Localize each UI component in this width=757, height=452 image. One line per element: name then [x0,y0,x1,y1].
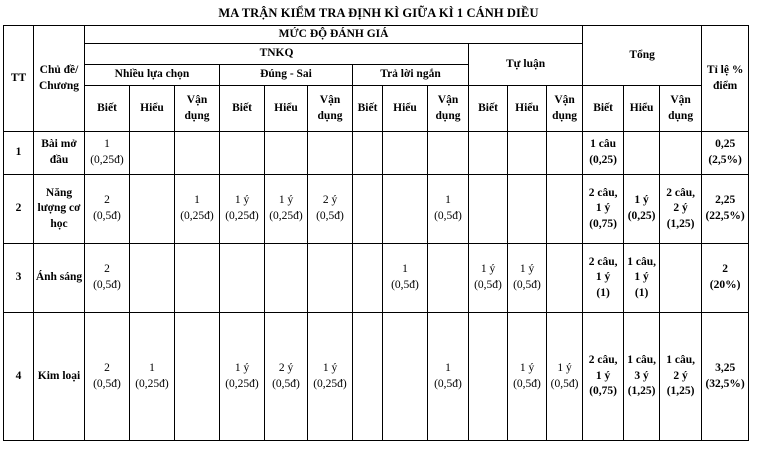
header-tt: TT [4,26,34,132]
matrix-cell [85,132,130,175]
cell-line: 1 ý [634,194,649,207]
matrix-cell [547,175,583,244]
matrix-cell [130,313,175,441]
row-number: 4 [4,313,34,441]
matrix-cell [469,313,508,441]
cell-line: (0,25đ) [225,210,259,222]
header-ratio: Tỉ lệ % điểm [702,26,749,132]
cell-line: (0,5đ) [434,210,462,222]
matrix-cell [308,244,353,313]
table-row [4,313,749,441]
header-level-vandung: Vận dụng [547,86,583,132]
cell-line: 1 câu, [627,255,656,268]
header-level-vandung: Vận dụng [428,86,469,132]
header-level-biet: Biết [583,86,624,132]
total-cell [624,244,660,313]
matrix-cell [130,175,175,244]
matrix-cell [428,244,469,313]
header-tnkq: TNKQ [85,44,469,65]
cell-line: (0,5đ) [93,210,121,222]
matrix-cell [85,175,130,244]
cell-line: 1 câu, [666,354,695,367]
cell-line: 2 ý [278,361,294,374]
header-level-biet: Biết [220,86,265,132]
total-cell [660,175,702,244]
matrix-cell [353,313,383,441]
cell-line: (32,5%) [705,377,745,390]
matrix-cell [220,132,265,175]
header-level-biet: Biết [469,86,508,132]
cell-line: (0,25đ) [90,154,124,166]
cell-line: (0,25đ) [225,377,259,390]
matrix-cell [428,132,469,175]
cell-line: (0,25đ) [180,210,214,222]
cell-line: 2 câu, [588,186,618,199]
cell-line: 0,25 [715,138,736,151]
cell-line: (0,5đ) [550,377,579,390]
table-row [4,244,749,313]
cell-line: 1 [445,194,451,207]
cell-line: (0,25đ) [269,210,303,222]
matrix-cell [308,132,353,175]
matrix-cell [469,244,508,313]
header-level-hieu: Hiểu [265,86,308,132]
total-cell [660,313,702,441]
matrix-cell [383,244,428,313]
row-topic: Ánh sáng [34,244,85,313]
matrix-cell [265,313,308,441]
table-row [4,132,749,175]
header-level-biet: Biết [85,86,130,132]
total-cell [583,175,624,244]
matrix-cell [383,132,428,175]
cell-line: 2 ý [322,194,338,207]
matrix-cell [308,313,353,441]
cell-line: (0,25) [589,154,617,166]
cell-line: (20%) [709,279,741,291]
matrix-cell [353,132,383,175]
matrix-cell [308,175,353,244]
matrix-cell [508,313,547,441]
header-level-hieu: Hiểu [508,86,547,132]
total-cell [624,313,660,441]
row-topic: Năng lượng cơ học [34,175,85,244]
ratio-cell [702,313,749,441]
cell-line: 1 ý [234,361,250,374]
cell-line: 2 [722,263,728,276]
cell-line: 1 [402,263,408,276]
header-level-biet: Biết [353,86,383,132]
cell-line: 2 [104,361,110,374]
ratio-cell [702,244,749,313]
matrix-cell [175,313,220,441]
cell-line: 1 ý [519,263,535,276]
header-level-vandung: Vận dụng [308,86,353,132]
total-cell [660,132,702,175]
header-essay: Tự luận [469,44,583,86]
cell-line: 1 ý [480,263,496,276]
header-multiple-choice: Nhiều lựa chọn [85,65,220,86]
header-level: MỨC ĐỘ ĐÁNH GIÁ [85,26,583,44]
matrix-cell [175,244,220,313]
cell-line: 2 ý [673,202,688,215]
cell-line: 1 ý [278,194,294,207]
matrix-cell [508,244,547,313]
matrix-cell [130,244,175,313]
cell-line: 1 ý [234,194,250,207]
header-short-answer: Trả lời ngắn [353,65,469,86]
header-topic: Chủ đề/ Chương [34,26,85,132]
header-true-false: Đúng - Sai [220,65,353,86]
matrix-cell [428,175,469,244]
matrix-cell [353,244,383,313]
cell-line: (1,25) [627,385,656,398]
assessment-matrix-table [3,25,749,441]
header-level-hieu: Hiểu [624,86,660,132]
cell-line: (0,5đ) [93,377,121,390]
cell-line: 1 ý [595,202,611,215]
matrix-cell [547,132,583,175]
total-cell [624,175,660,244]
matrix-cell [547,244,583,313]
matrix-cell [85,244,130,313]
cell-line: (22,5%) [705,210,745,222]
matrix-cell [220,313,265,441]
ratio-cell [702,132,749,175]
matrix-cell [508,132,547,175]
cell-line: 1 [445,361,451,374]
cell-line: 2 câu, [588,354,618,367]
cell-line: 2 [104,194,110,207]
row-number: 2 [4,175,34,244]
matrix-cell [353,175,383,244]
ratio-cell [702,175,749,244]
matrix-cell [130,132,175,175]
cell-line: 2 câu, [666,186,695,199]
matrix-cell [265,244,308,313]
total-cell [660,244,702,313]
cell-line: (0,75) [589,385,617,398]
cell-line: (1,25) [666,385,695,398]
matrix-cell [508,175,547,244]
cell-line: (0,25) [627,210,656,222]
cell-line: 1 ý [595,271,611,284]
matrix-cell [547,313,583,441]
header-level-hieu: Hiểu [130,86,175,132]
cell-line: 1 câu, [627,354,656,367]
document-title: MA TRẬN KIỂM TRA ĐỊNH KÌ GIỮA KÌ 1 CÁNH DIỀU [218,6,539,20]
matrix-cell [175,175,220,244]
cell-line: (0,5đ) [434,377,462,390]
cell-line: 1 ý [595,369,611,382]
matrix-cell [265,132,308,175]
cell-line: 1 ý [634,271,649,284]
cell-line: 2 câu, [588,255,618,268]
header-level-vandung: Vận dụng [660,86,702,132]
cell-line: (1) [596,286,610,299]
cell-line: (0,5đ) [316,210,344,222]
cell-line: (0,75) [589,217,617,230]
row-number: 1 [4,132,34,175]
matrix-cell [85,313,130,441]
cell-line: 1 ý [322,361,338,374]
cell-line: (0,5đ) [93,279,121,291]
cell-line: 3 ý [634,369,649,382]
cell-line: 1 [194,194,200,207]
matrix-cell [383,175,428,244]
total-cell [583,244,624,313]
cell-line: (0,5đ) [474,279,502,291]
header-total: Tổng [583,26,702,86]
matrix-cell [469,175,508,244]
row-number: 3 [4,244,34,313]
cell-line: (2,5%) [708,154,742,166]
header-level-vandung: Vận dụng [175,86,220,132]
matrix-cell [383,313,428,441]
cell-line: 2 ý [673,369,688,382]
header-level-hieu: Hiểu [383,86,428,132]
cell-line: 1 [104,138,110,151]
cell-line: (0,25đ) [313,377,347,390]
cell-line: (0,5đ) [272,377,300,390]
cell-line: 1 ý [557,361,572,374]
cell-line: (1) [634,286,649,299]
cell-line: 1 [149,361,155,374]
matrix-cell [265,175,308,244]
cell-line: 2 [104,263,110,276]
cell-line: 1 câu [590,138,617,151]
matrix-cell [469,132,508,175]
table-row [4,175,749,244]
matrix-cell [220,175,265,244]
cell-line: 2,25 [715,194,736,207]
cell-line: (0,5đ) [513,377,541,390]
matrix-cell [220,244,265,313]
cell-line: 3,25 [715,361,736,374]
row-topic: Kim loại [34,313,85,441]
matrix-cell [428,313,469,441]
cell-line: 1 ý [519,361,535,374]
cell-line: (1,25) [666,217,695,230]
cell-line: (0,5đ) [391,279,419,291]
row-topic: Bài mở đầu [34,132,85,175]
total-cell [583,132,624,175]
cell-line: (0,5đ) [513,279,541,291]
total-cell [583,313,624,441]
cell-line: (0,25đ) [135,377,169,390]
total-cell [624,132,660,175]
matrix-cell [175,132,220,175]
